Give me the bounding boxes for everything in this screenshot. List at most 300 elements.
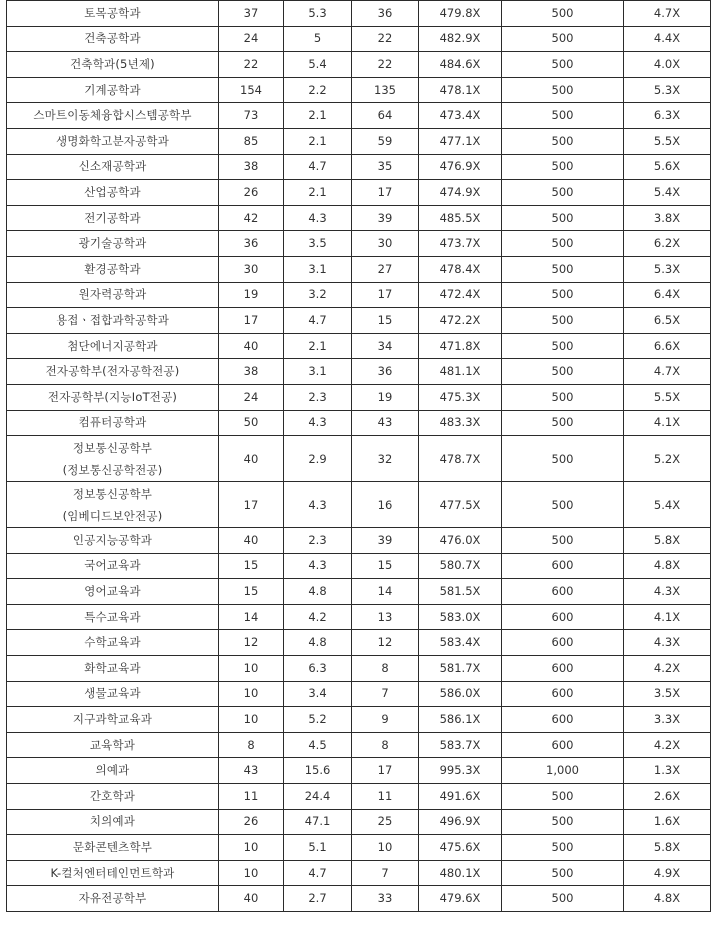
competition-ratio-cell: 5.1 — [284, 835, 352, 861]
department-name: 치의예과 — [89, 814, 136, 829]
department-name-cell — [7, 707, 219, 733]
department-name-cell — [7, 1, 219, 27]
department-name: 기계공학과 — [84, 82, 141, 97]
department-name-cell — [7, 103, 219, 129]
full-score-cell: 600 — [502, 579, 624, 605]
competition-ratio-cell: 5.4 — [284, 52, 352, 78]
ratio-cell: 5.3X — [624, 256, 711, 282]
admitted-cell: 27 — [352, 256, 419, 282]
admitted-cell: 15 — [352, 308, 419, 334]
department-name: 첨단에너지공학과 — [67, 338, 158, 353]
ratio-cell: 4.8X — [624, 886, 711, 912]
score-cell: 583.7X — [419, 732, 502, 758]
table-row — [7, 604, 711, 630]
full-score-cell: 500 — [502, 103, 624, 129]
score-cell: 474.9X — [419, 180, 502, 206]
department-name: 국어교육과 — [84, 558, 141, 573]
full-score-cell: 500 — [502, 205, 624, 231]
admitted-cell: 12 — [352, 630, 419, 656]
table-row — [7, 282, 711, 308]
admitted-cell: 19 — [352, 384, 419, 410]
full-score-cell: 500 — [502, 154, 624, 180]
ratio-cell: 4.7X — [624, 1, 711, 27]
ratio-cell: 4.2X — [624, 656, 711, 682]
score-cell: 472.4X — [419, 282, 502, 308]
admitted-cell: 22 — [352, 26, 419, 52]
full-score-cell: 500 — [502, 256, 624, 282]
department-name: 영어교육과 — [84, 584, 141, 599]
ratio-cell: 6.6X — [624, 333, 711, 359]
admitted-cell: 36 — [352, 1, 419, 27]
department-name-cell — [7, 860, 219, 886]
table-row — [7, 128, 711, 154]
admitted-cell: 43 — [352, 410, 419, 436]
table-row — [7, 1, 711, 27]
competition-ratio-cell: 4.7 — [284, 860, 352, 886]
admission-results-table — [6, 0, 711, 912]
ratio-cell: 5.4X — [624, 180, 711, 206]
table-row — [7, 528, 711, 554]
department-name: 의예과 — [95, 763, 130, 778]
admitted-cell: 33 — [352, 886, 419, 912]
department-name-cell — [7, 26, 219, 52]
full-score-cell: 500 — [502, 359, 624, 385]
applicants-cell: 50 — [219, 410, 284, 436]
applicants-cell: 17 — [219, 482, 284, 528]
department-name-cell — [7, 656, 219, 682]
department-name: 용접ㆍ접합과학공학과 — [55, 312, 170, 327]
applicants-cell: 22 — [219, 52, 284, 78]
department-name: 원자력공학과 — [78, 287, 147, 302]
ratio-cell: 3.8X — [624, 205, 711, 231]
department-name-cell — [7, 436, 219, 482]
admitted-cell: 7 — [352, 860, 419, 886]
full-score-cell: 500 — [502, 333, 624, 359]
department-name-cell — [7, 128, 219, 154]
applicants-cell: 10 — [219, 681, 284, 707]
score-cell: 473.7X — [419, 231, 502, 257]
competition-ratio-cell: 6.3 — [284, 656, 352, 682]
ratio-cell: 5.8X — [624, 835, 711, 861]
table-row — [7, 784, 711, 810]
applicants-cell: 30 — [219, 256, 284, 282]
department-name: K-컬처엔터테인먼트학과 — [50, 865, 175, 880]
applicants-cell: 24 — [219, 384, 284, 410]
applicants-cell: 26 — [219, 809, 284, 835]
department-name-cell — [7, 732, 219, 758]
department-name-cell — [7, 410, 219, 436]
competition-ratio-cell: 24.4 — [284, 784, 352, 810]
score-cell: 471.8X — [419, 333, 502, 359]
competition-ratio-cell: 4.8 — [284, 630, 352, 656]
ratio-cell: 2.6X — [624, 784, 711, 810]
score-cell: 491.6X — [419, 784, 502, 810]
ratio-cell: 6.5X — [624, 308, 711, 334]
table-row — [7, 681, 711, 707]
competition-ratio-cell: 2.2 — [284, 77, 352, 103]
competition-ratio-cell: 2.9 — [284, 436, 352, 482]
admitted-cell: 10 — [352, 835, 419, 861]
full-score-cell: 500 — [502, 231, 624, 257]
applicants-cell: 10 — [219, 707, 284, 733]
department-major: (임베디드보안전공) — [62, 508, 163, 523]
ratio-cell: 6.3X — [624, 103, 711, 129]
department-name: 스마트이동체융합시스템공학부 — [33, 108, 192, 123]
department-name-cell — [7, 154, 219, 180]
admitted-cell: 39 — [352, 528, 419, 554]
table-row — [7, 758, 711, 784]
full-score-cell: 500 — [502, 809, 624, 835]
ratio-cell: 5.8X — [624, 528, 711, 554]
department-name-cell — [7, 758, 219, 784]
admitted-cell: 15 — [352, 553, 419, 579]
applicants-cell: 10 — [219, 835, 284, 861]
ratio-cell: 5.2X — [624, 436, 711, 482]
competition-ratio-cell: 2.1 — [284, 333, 352, 359]
department-name-cell — [7, 784, 219, 810]
department-name: 건축공학과 — [84, 31, 141, 46]
score-cell: 475.3X — [419, 384, 502, 410]
applicants-cell: 154 — [219, 77, 284, 103]
table-row — [7, 26, 711, 52]
score-cell: 583.0X — [419, 604, 502, 630]
score-cell: 476.0X — [419, 528, 502, 554]
ratio-cell: 3.5X — [624, 681, 711, 707]
department-name-cell — [7, 482, 219, 528]
department-name-cell — [7, 886, 219, 912]
applicants-cell: 24 — [219, 26, 284, 52]
full-score-cell: 500 — [502, 308, 624, 334]
admitted-cell: 25 — [352, 809, 419, 835]
full-score-cell: 600 — [502, 656, 624, 682]
score-cell: 478.7X — [419, 436, 502, 482]
department-name-cell — [7, 809, 219, 835]
department-name: 환경공학과 — [84, 261, 141, 276]
admitted-cell: 30 — [352, 231, 419, 257]
admitted-cell: 17 — [352, 758, 419, 784]
admitted-cell: 17 — [352, 282, 419, 308]
competition-ratio-cell: 4.8 — [284, 579, 352, 605]
competition-ratio-cell: 3.2 — [284, 282, 352, 308]
applicants-cell: 40 — [219, 436, 284, 482]
department-name-cell — [7, 681, 219, 707]
full-score-cell: 500 — [502, 52, 624, 78]
department-name: 생명화학고분자공학과 — [55, 133, 170, 148]
department-name: 특수교육과 — [84, 609, 141, 624]
ratio-cell: 6.4X — [624, 282, 711, 308]
admitted-cell: 34 — [352, 333, 419, 359]
department-name-cell — [7, 52, 219, 78]
full-score-cell: 500 — [502, 886, 624, 912]
full-score-cell: 500 — [502, 180, 624, 206]
table-row — [7, 707, 711, 733]
competition-ratio-cell: 3.4 — [284, 681, 352, 707]
full-score-cell: 500 — [502, 128, 624, 154]
competition-ratio-cell: 47.1 — [284, 809, 352, 835]
department-name: 교육학과 — [89, 737, 136, 752]
full-score-cell: 600 — [502, 707, 624, 733]
full-score-cell: 500 — [502, 784, 624, 810]
admitted-cell: 64 — [352, 103, 419, 129]
ratio-cell: 1.3X — [624, 758, 711, 784]
full-score-cell: 500 — [502, 860, 624, 886]
department-name-cell — [7, 630, 219, 656]
department-name: 자유전공학부 — [78, 891, 147, 906]
ratio-cell: 4.3X — [624, 579, 711, 605]
full-score-cell: 500 — [502, 384, 624, 410]
ratio-cell: 4.7X — [624, 359, 711, 385]
applicants-cell: 85 — [219, 128, 284, 154]
department-major: (정보통신공학전공) — [62, 462, 163, 477]
table-row — [7, 410, 711, 436]
full-score-cell: 500 — [502, 482, 624, 528]
ratio-cell: 4.4X — [624, 26, 711, 52]
table-row — [7, 553, 711, 579]
admitted-cell: 32 — [352, 436, 419, 482]
competition-ratio-cell: 4.3 — [284, 410, 352, 436]
department-name: 수학교육과 — [84, 635, 141, 650]
admitted-cell: 7 — [352, 681, 419, 707]
department-name: 전자공학부(지능IoT전공) — [47, 389, 178, 404]
department-name-cell — [7, 384, 219, 410]
department-name: 인공지능공학과 — [72, 532, 153, 547]
competition-ratio-cell: 2.7 — [284, 886, 352, 912]
score-cell: 583.4X — [419, 630, 502, 656]
score-cell: 995.3X — [419, 758, 502, 784]
score-cell: 477.1X — [419, 128, 502, 154]
applicants-cell: 26 — [219, 180, 284, 206]
competition-ratio-cell: 4.7 — [284, 154, 352, 180]
score-cell: 581.5X — [419, 579, 502, 605]
department-name: 문화콘텐츠학부 — [72, 840, 153, 855]
table-row — [7, 154, 711, 180]
score-cell: 480.1X — [419, 860, 502, 886]
admitted-cell: 39 — [352, 205, 419, 231]
table-row — [7, 256, 711, 282]
ratio-cell: 4.3X — [624, 630, 711, 656]
full-score-cell: 600 — [502, 553, 624, 579]
ratio-cell: 6.2X — [624, 231, 711, 257]
score-cell: 485.5X — [419, 205, 502, 231]
score-cell: 472.2X — [419, 308, 502, 334]
ratio-cell: 5.6X — [624, 154, 711, 180]
competition-ratio-cell: 2.3 — [284, 384, 352, 410]
table-row — [7, 103, 711, 129]
full-score-cell: 500 — [502, 436, 624, 482]
competition-ratio-cell: 3.1 — [284, 359, 352, 385]
ratio-cell: 5.4X — [624, 482, 711, 528]
applicants-cell: 15 — [219, 579, 284, 605]
table-row — [7, 231, 711, 257]
competition-ratio-cell: 4.3 — [284, 482, 352, 528]
ratio-cell: 4.8X — [624, 553, 711, 579]
competition-ratio-cell: 4.5 — [284, 732, 352, 758]
competition-ratio-cell: 4.3 — [284, 553, 352, 579]
applicants-cell: 38 — [219, 359, 284, 385]
department-name: 화학교육과 — [84, 660, 141, 675]
full-score-cell: 600 — [502, 681, 624, 707]
score-cell: 483.3X — [419, 410, 502, 436]
department-name-cell — [7, 205, 219, 231]
score-cell: 475.6X — [419, 835, 502, 861]
full-score-cell: 500 — [502, 77, 624, 103]
ratio-cell: 1.6X — [624, 809, 711, 835]
department-name: 전기공학과 — [84, 210, 141, 225]
admitted-cell: 13 — [352, 604, 419, 630]
admitted-cell: 16 — [352, 482, 419, 528]
competition-ratio-cell: 5.2 — [284, 707, 352, 733]
department-name: 전자공학부(전자공학전공) — [45, 364, 180, 379]
table-row — [7, 205, 711, 231]
admitted-cell: 22 — [352, 52, 419, 78]
applicants-cell: 40 — [219, 528, 284, 554]
table-row — [7, 180, 711, 206]
table-row — [7, 52, 711, 78]
ratio-cell: 4.9X — [624, 860, 711, 886]
applicants-cell: 36 — [219, 231, 284, 257]
department-name-cell — [7, 308, 219, 334]
competition-ratio-cell: 2.1 — [284, 103, 352, 129]
applicants-cell: 43 — [219, 758, 284, 784]
department-name-cell — [7, 231, 219, 257]
department-name-cell — [7, 282, 219, 308]
table-row — [7, 630, 711, 656]
full-score-cell: 500 — [502, 1, 624, 27]
competition-ratio-cell: 3.1 — [284, 256, 352, 282]
department-name: 토목공학과 — [84, 5, 141, 20]
table-row — [7, 308, 711, 334]
score-cell: 481.1X — [419, 359, 502, 385]
department-name-cell — [7, 333, 219, 359]
competition-ratio-cell: 2.3 — [284, 528, 352, 554]
competition-ratio-cell: 2.1 — [284, 128, 352, 154]
applicants-cell: 37 — [219, 1, 284, 27]
score-cell: 477.5X — [419, 482, 502, 528]
score-cell: 482.9X — [419, 26, 502, 52]
department-name: 컴퓨터공학과 — [78, 415, 147, 430]
admitted-cell: 14 — [352, 579, 419, 605]
table-row — [7, 835, 711, 861]
table-row — [7, 860, 711, 886]
admitted-cell: 35 — [352, 154, 419, 180]
ratio-cell: 4.1X — [624, 604, 711, 630]
competition-ratio-cell: 4.3 — [284, 205, 352, 231]
full-score-cell: 600 — [502, 630, 624, 656]
department-name-cell — [7, 528, 219, 554]
score-cell: 478.4X — [419, 256, 502, 282]
table-row — [7, 886, 711, 912]
competition-ratio-cell: 3.5 — [284, 231, 352, 257]
full-score-cell: 500 — [502, 26, 624, 52]
score-cell: 484.6X — [419, 52, 502, 78]
ratio-cell: 5.5X — [624, 128, 711, 154]
department-name: 신소재공학과 — [78, 159, 147, 174]
score-cell: 479.6X — [419, 886, 502, 912]
competition-ratio-cell: 5 — [284, 26, 352, 52]
full-score-cell: 500 — [502, 410, 624, 436]
score-cell: 586.1X — [419, 707, 502, 733]
department-name-cell — [7, 579, 219, 605]
score-cell: 496.9X — [419, 809, 502, 835]
ratio-cell: 3.3X — [624, 707, 711, 733]
score-cell: 580.7X — [419, 553, 502, 579]
department-name: 정보통신공학부 — [72, 440, 153, 455]
table-row — [7, 579, 711, 605]
competition-ratio-cell: 4.7 — [284, 308, 352, 334]
applicants-cell: 19 — [219, 282, 284, 308]
applicants-cell: 40 — [219, 333, 284, 359]
department-name-cell — [7, 359, 219, 385]
department-name-cell — [7, 604, 219, 630]
department-name: 생물교육과 — [84, 686, 141, 701]
department-name: 광기술공학과 — [78, 236, 147, 251]
table-row — [7, 359, 711, 385]
competition-ratio-cell: 15.6 — [284, 758, 352, 784]
score-cell: 479.8X — [419, 1, 502, 27]
admitted-cell: 8 — [352, 732, 419, 758]
admitted-cell: 59 — [352, 128, 419, 154]
score-cell: 586.0X — [419, 681, 502, 707]
table-row — [7, 77, 711, 103]
table-row — [7, 333, 711, 359]
full-score-cell: 600 — [502, 604, 624, 630]
admitted-cell: 135 — [352, 77, 419, 103]
score-cell: 476.9X — [419, 154, 502, 180]
table-row — [7, 656, 711, 682]
department-name-cell — [7, 180, 219, 206]
admitted-cell: 8 — [352, 656, 419, 682]
table-row — [7, 384, 711, 410]
department-name: 정보통신공학부 — [72, 486, 153, 501]
admitted-cell: 11 — [352, 784, 419, 810]
applicants-cell: 12 — [219, 630, 284, 656]
department-name: 지구과학교육과 — [72, 712, 153, 727]
applicants-cell: 17 — [219, 308, 284, 334]
applicants-cell: 38 — [219, 154, 284, 180]
full-score-cell: 500 — [502, 282, 624, 308]
competition-ratio-cell: 5.3 — [284, 1, 352, 27]
department-name-cell — [7, 835, 219, 861]
department-name-cell — [7, 256, 219, 282]
score-cell: 478.1X — [419, 77, 502, 103]
score-cell: 473.4X — [419, 103, 502, 129]
full-score-cell: 600 — [502, 732, 624, 758]
ratio-cell: 4.0X — [624, 52, 711, 78]
department-name: 건축학과(5년제) — [70, 56, 155, 71]
applicants-cell: 40 — [219, 886, 284, 912]
department-name-cell — [7, 77, 219, 103]
applicants-cell: 8 — [219, 732, 284, 758]
ratio-cell: 4.2X — [624, 732, 711, 758]
score-cell: 581.7X — [419, 656, 502, 682]
admitted-cell: 17 — [352, 180, 419, 206]
admitted-cell: 36 — [352, 359, 419, 385]
admitted-cell: 9 — [352, 707, 419, 733]
full-score-cell: 500 — [502, 835, 624, 861]
competition-ratio-cell: 2.1 — [284, 180, 352, 206]
department-name-cell — [7, 553, 219, 579]
ratio-cell: 5.3X — [624, 77, 711, 103]
table-row — [7, 482, 711, 528]
applicants-cell: 10 — [219, 860, 284, 886]
applicants-cell: 73 — [219, 103, 284, 129]
ratio-cell: 4.1X — [624, 410, 711, 436]
competition-ratio-cell: 4.2 — [284, 604, 352, 630]
table-row — [7, 436, 711, 482]
full-score-cell: 1,000 — [502, 758, 624, 784]
applicants-cell: 15 — [219, 553, 284, 579]
department-name: 간호학과 — [89, 788, 136, 803]
